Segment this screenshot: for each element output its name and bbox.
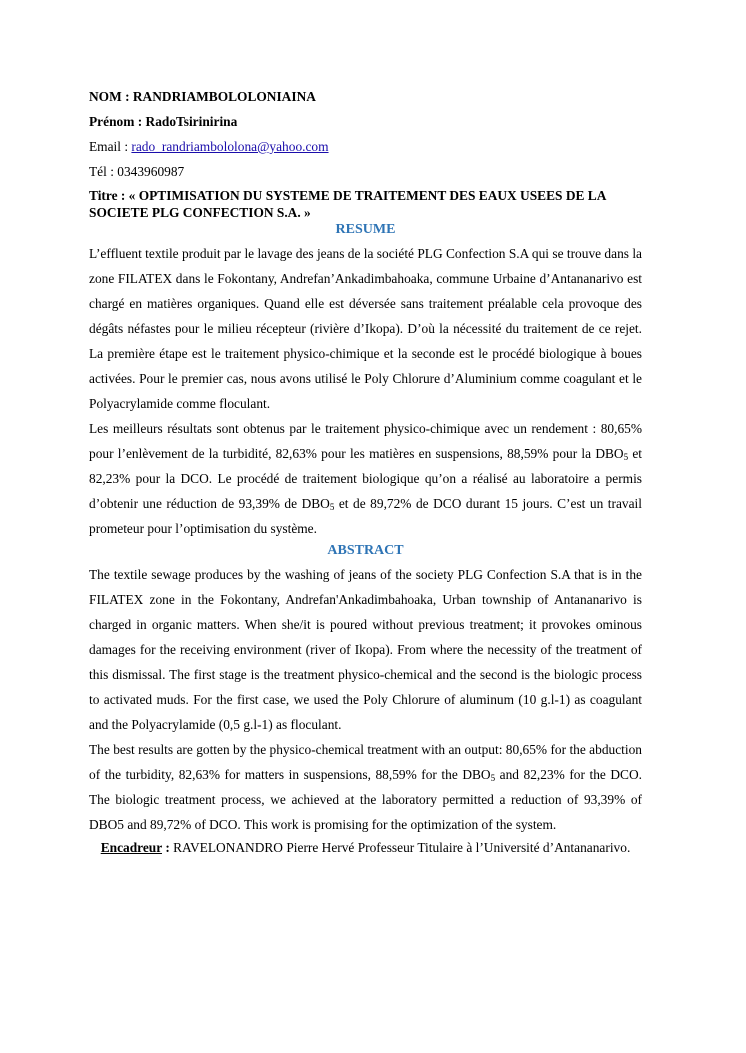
encadreur-text: RAVELONANDRO Pierre Hervé Professeur Titulaire à l’Université d’Antananarivo. — [173, 840, 631, 855]
prenom-label: Prénom : — [89, 114, 146, 129]
author-tel — [89, 163, 642, 180]
resume-paragraph-2 — [89, 416, 642, 541]
resume-p2-part-b: et 82,23% pour la DCO. Le procédé de traitement biologique qu’on a réalisé au laboratoire a permis d’obtenir une réduction de 93,39% de DBO — [89, 446, 642, 511]
resume-p2-sub-1: 5 — [623, 452, 629, 462]
resume-paragraph-1: L’effluent textile produit par le lavage des jeans de la société PLG Confection S.A qui se trouve dans la zone FILATEX dans le Fokontany, Andrefan’Ankadimbahoaka, commune Urbaine d’Antananarivo est chargé en matières organiques. Quand elle est déversée sans traitement préalable cela provoque des dégâts néfastes pour le milieu récepteur (rivière d’Ikopa). D’où la nécessité du traitement de ce rejet. La première étape est le traitement physico-chimique et la seconde est le procédé biologique à boues activées. Pour le premier cas, nous avons utilisé le Poly Chlorure d’Aluminium comme coagulant et le Polyacrylamide comme floculant. — [89, 246, 642, 411]
prenom-value: RadoTsirinirina — [145, 114, 238, 129]
tel-label: Tél : — [89, 164, 118, 179]
abstract-paragraph-1: The textile sewage produces by the washing of jeans of the society PLG Confection S.A that is in the FILATEX zone in the Fokontany, Andrefan'Ankadimbahoaka, Urban township of Antananarivo is charged in organic matters. When she/it is poured without previous treatment; it provokes ominous damages for the receiving environment (river of Ikopa). From where the necessity of the treatment of this dismissal. The first stage is the treatment physico-chemical and the second is the biologic process to activated muds. For the first case, we used the Poly Chlorure of aluminum (10 g.l-1) as coagulant and the Polyacrylamide (0,5 g.l-1) as floculant. — [89, 567, 642, 732]
nom-label: NOM : — [89, 89, 133, 104]
nom-value: RANDRIAMBOLOLONIAINA — [132, 89, 316, 104]
abstract-p2-part-a: The best results are gotten by the physico-chemical treatment with an output: 80,65% for the abduction of the turbidity, 82,63% for matters in suspensions, 88,59% for the DBO — [89, 742, 642, 782]
resume-p2-part-c: et de 89,72% de DCO durant 15 jours. C’est un travail prometeur pour l’optimisation du système. — [89, 496, 642, 536]
abstract-p2-part-b: and 82,23% for the DCO. The biologic treatment process, we achieved at the laboratory permitted a reduction of 93,39% of DBO5 and 89,72% of DCO. This work is promising for the optimization of the system. — [89, 767, 642, 832]
title-text: « OPTIMISATION DU SYSTEME DE TRAITEMENT DES EAUX USEES DE LA SOCIETE PLG CONFECTION S.A. » — [89, 188, 606, 220]
abstract-paragraph-2 — [89, 737, 642, 837]
encadreur — [99, 839, 632, 856]
resume-p2-part-a: Les meilleurs résultats sont obtenus par le traitement physico-chimique avec un rendement : 80,65% pour l’enlèvement de la turbidité, 82,63% pour les matières en suspensions, 88,59% pour la DBO — [89, 421, 642, 461]
resume-heading: RESUME — [335, 222, 396, 237]
author-email — [89, 138, 642, 155]
abstract-heading: ABSTRACT — [327, 543, 404, 558]
abstract-p2-sub-1: 5 — [490, 773, 496, 783]
tel-value: 0343960987 — [117, 164, 185, 179]
author-nom — [89, 88, 642, 105]
document-title — [89, 187, 642, 221]
email-label: Email : — [89, 139, 132, 154]
author-prenom — [89, 113, 642, 130]
email-link[interactable]: rado_randriambololona@yahoo.com — [131, 139, 329, 154]
resume-p2-sub-2: 5 — [329, 502, 335, 512]
encadreur-label: Encadreur — [100, 840, 162, 855]
encadreur-sep: : — [161, 840, 174, 855]
title-label: Titre : — [89, 188, 129, 203]
